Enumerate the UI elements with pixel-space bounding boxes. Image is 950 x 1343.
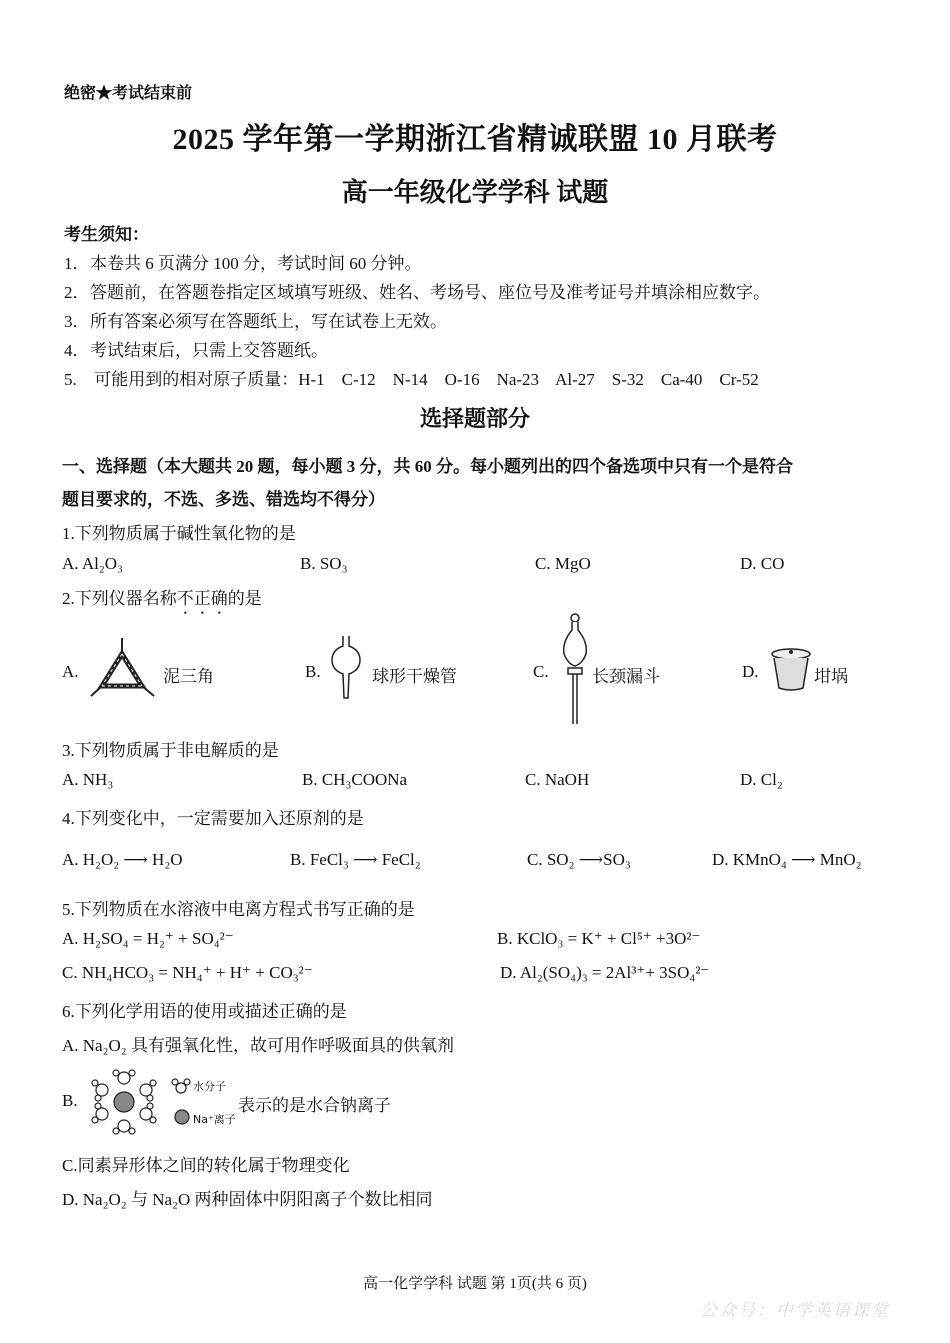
part-instructions: 一、选择题（本大题共 20 题，每小题 3 分，共 60 分。每小题列出的四个备选项中只有一个是符合 xyxy=(62,457,793,476)
q3-option-a: A. NH₃ xyxy=(62,770,114,789)
question-4-stem: 4.下列变化中，一定需要加入还原剂的是 xyxy=(62,809,364,828)
q3-option-d: D. Cl₂ xyxy=(740,770,783,789)
question-1-stem: 1.下列物质属于碱性氧化物的是 xyxy=(62,524,296,543)
q1-option-d: D. CO xyxy=(740,554,785,573)
note-item: 1．本卷共 6 页满分 100 分，考试时间 60 分钟。 xyxy=(64,254,422,273)
water-molecule-icon xyxy=(172,1078,190,1094)
q2-option-a-name: 泥三角 xyxy=(163,667,214,686)
q2-option-b-name: 球形干燥管 xyxy=(372,667,457,686)
watermark: 公众号：中学英语课堂 xyxy=(700,1301,890,1320)
q2-option-d-letter: D. xyxy=(742,662,759,681)
q6-option-b-letter: B. xyxy=(62,1091,78,1110)
q6-option-c: C.同素异形体之间的转化属于物理变化 xyxy=(62,1156,350,1175)
q2-option-a-letter: A. xyxy=(62,662,79,681)
q6-option-d: D. Na₂O₂ 与 Na₂O 两种固体中阴阳离子个数比相同 xyxy=(62,1190,433,1209)
exam-title: 2025 学年第一学期浙江省精诚联盟 10 月联考 xyxy=(172,123,778,156)
note-item: 5. 可能用到的相对原子质量：H-1 C-12 N-14 O-16 Na-23 Al-27 S-32 Ca-40 Cr-52 xyxy=(64,370,759,389)
q6-option-b-text: 表示的是水合钠离子 xyxy=(238,1096,391,1115)
separatory-funnel-icon xyxy=(558,612,592,728)
q3-option-c: C. NaOH xyxy=(525,770,590,789)
section-title: 选择题部分 xyxy=(419,406,530,431)
sodium-ion-icon xyxy=(174,1109,190,1125)
q6-option-a: A. Na₂O₂ 具有强氧化性，故可用作呼吸面具的供氧剂 xyxy=(62,1036,454,1055)
note-item: 2．答题前，在答题卷指定区域填写班级、姓名、考场号、座位号及准考证号并填涂相应数字。 xyxy=(64,283,770,302)
q4-option-b: B. FeCl₃ ⟶ FeCl₂ xyxy=(290,850,421,869)
q5-option-b: B. KClO₃ = K⁺ + Cl⁵⁺ +3O²⁻ xyxy=(497,929,701,948)
q4-option-c: C. SO₂ ⟶SO₃ xyxy=(527,850,631,869)
hydrated-sodium-ion-icon xyxy=(90,1068,158,1136)
q5-option-a: A. H₂SO₄ = H₂⁺ + SO₄²⁻ xyxy=(62,929,234,948)
q4-option-d: D. KMnO₄ ⟶ MnO₂ xyxy=(712,850,862,869)
question-3-stem: 3.下列物质属于非电解质的是 xyxy=(62,741,279,760)
q1-option-a: A. Al₂O₃ xyxy=(62,554,123,573)
exam-subtitle: 高一年级化学学科 试题 xyxy=(341,178,609,207)
q5-option-c: C. NH₄HCO₃ = NH₄⁺ + H⁺ + CO₃²⁻ xyxy=(62,963,313,982)
question-6-stem: 6.下列化学用语的使用或描述正确的是 xyxy=(62,1002,347,1021)
q2-option-c-letter: C. xyxy=(533,662,549,681)
page-footer: 高一化学学科 试题 第 1页(共 6 页) xyxy=(363,1276,587,1292)
part-instructions-cont: 题目要求的，不选、多选、错选均不得分） xyxy=(62,490,385,509)
q5-option-d: D. Al₂(SO₄)₃ = 2Al³⁺+ 3SO₄²⁻ xyxy=(500,963,710,982)
q3-option-b: B. CH₃COONa xyxy=(302,770,408,789)
question-5-stem: 5.下列物质在水溶液中电离方程式书写正确的是 xyxy=(62,900,415,919)
notes-heading: 考生须知： xyxy=(64,225,149,244)
question-2-stem: 2.下列仪器名称不正确的是 xyxy=(62,589,262,608)
clay-triangle-icon xyxy=(90,636,155,698)
q1-option-c: C. MgO xyxy=(535,554,591,573)
q4-option-a: A. H₂O₂ ⟶ H₂O xyxy=(62,850,183,869)
note-item: 3．所有答案必须写在答题纸上，写在试卷上无效。 xyxy=(64,312,447,331)
q1-option-b: B. SO₃ xyxy=(300,554,348,573)
confidential-label: 绝密★考试结束前 xyxy=(64,85,193,102)
drying-tube-icon xyxy=(330,636,362,704)
legend-sodium-label: Na⁺离子 xyxy=(193,1113,236,1126)
q2-option-b-letter: B. xyxy=(305,662,321,681)
q2-option-d-name: 坩埚 xyxy=(814,667,848,686)
crucible-icon xyxy=(770,646,812,692)
q2-option-c-name: 长颈漏斗 xyxy=(592,667,660,686)
legend-water-label: 水分子 xyxy=(193,1080,226,1093)
note-item: 4．考试结束后，只需上交答题纸。 xyxy=(64,341,328,360)
